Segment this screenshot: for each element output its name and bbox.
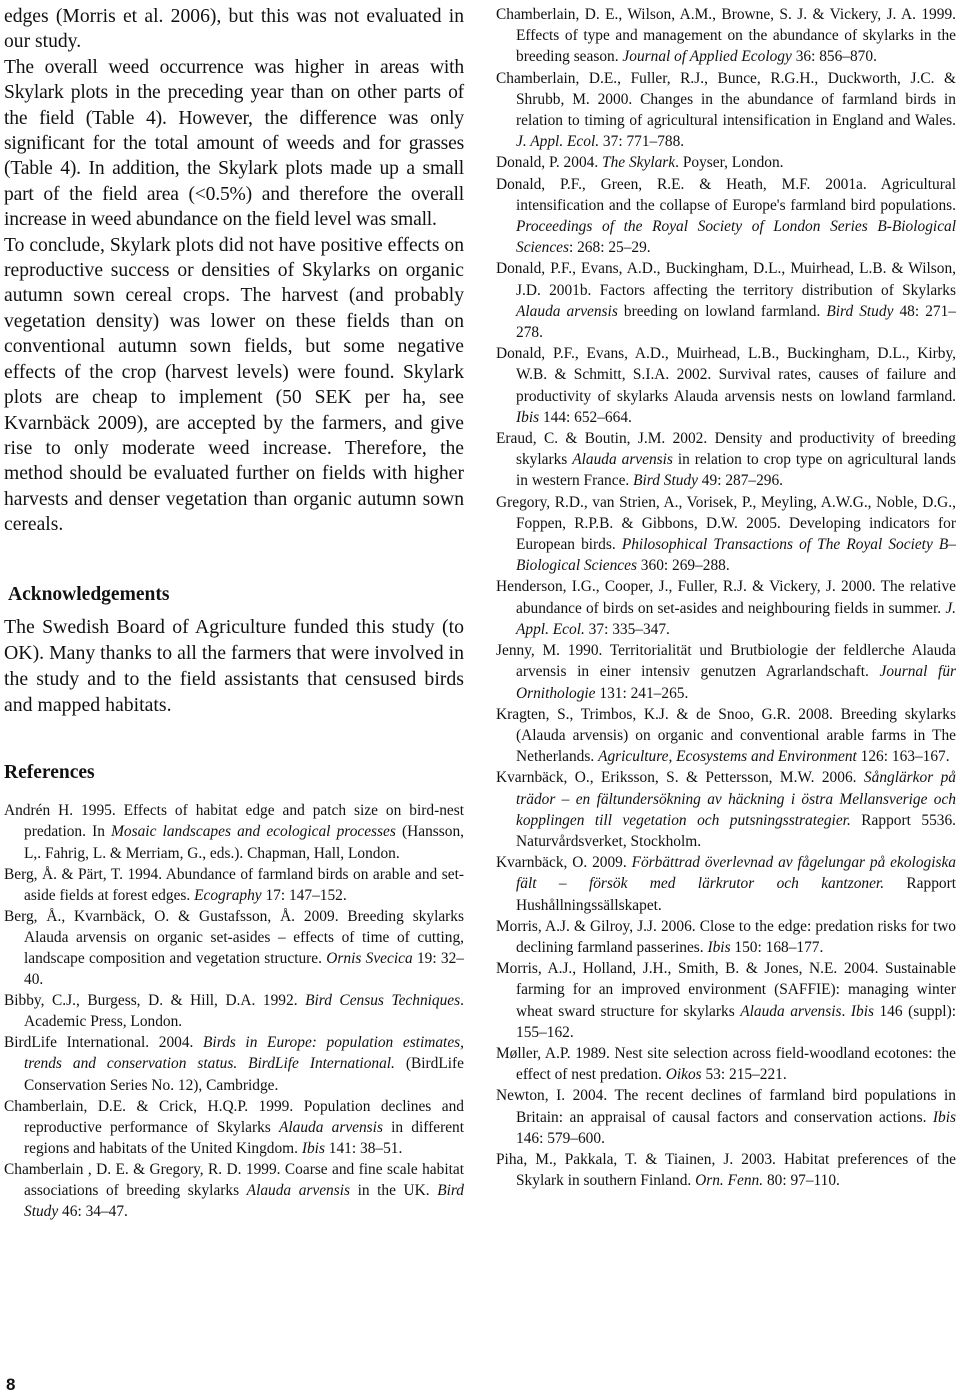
reference-italic-text: Birds in Europe: population estimates, trends and conservation status. BirdLife International. <box>24 1034 464 1073</box>
reference-italic-text: Bird Census Techniques <box>305 992 461 1010</box>
reference-italic-text: Ornis Svecica <box>326 950 413 967</box>
reference-italic-text: Bird Study <box>24 1182 464 1221</box>
reference-item <box>496 68 956 153</box>
body-paragraph-weeds: The overall weed occurrence was higher in areas with Skylark plots in the preceding year than on other parts of the field (Table 4). However, the difference was only significant for the total amount of weeds and for grasses (Table 4). In addition, the Skylark plots made up a small part of the field area (<0.5%) and therefore the overall increase in weed abundance on the field level was small. <box>4 56 464 231</box>
reference-text: . Poyser, London. <box>675 154 784 172</box>
reference-text: Andrén H. 1995. Effects of habitat edge and patch size on bird-nest predation. In <box>4 802 464 841</box>
reference-text: 53: 215–221. <box>701 1066 787 1084</box>
reference-text: Kvarnbäck, O., Eriksson, S. & Pettersson, M.W. 2006. <box>496 769 864 787</box>
reference-text: Morris, A.J. & Gilroy, J.J. 2006. Close to the edge: predation risks for two declining farmland passerines. <box>496 917 956 956</box>
reference-italic-text: Ecography <box>194 886 262 904</box>
reference-text: Chamberlain, D.E. & Crick, H.Q.P. 1999. Population declines and reproductive performance of Skylarks <box>4 1097 464 1136</box>
reference-item <box>4 1096 464 1159</box>
reference-text: in the UK. <box>350 1182 438 1200</box>
reference-italic-text: Ibis <box>707 938 731 956</box>
reference-text: 126: 163–167. <box>856 748 950 766</box>
reference-text: 36: 856–870. <box>791 48 877 66</box>
reference-text: Kragten, S., Trimbos, K.J. & de Snoo, G.R. 2008. Breeding skylarks (Alauda arvensis) on organic and conventional arable farms in The Netherlands. <box>496 705 956 766</box>
acknowledgements-heading: Acknowledgements <box>8 583 170 605</box>
reference-text: 141: 38–51. <box>324 1139 403 1157</box>
reference-text: Donald, P. 2004. <box>496 154 603 172</box>
reference-text: Kvarnbäck, O. 2009. <box>496 854 632 872</box>
reference-list-right <box>496 4 956 1191</box>
reference-text: Chamberlain, D. E., Wilson, A.M., Browne, S. J. & Vickery, J. A. 1999. Effects of type and management on the abundance of skylarks in the breeding season. <box>496 6 956 66</box>
reference-item <box>496 576 956 640</box>
reference-italic-text: Förbättrad överlevnad av fågelungar på ekologiska fält – försök med lärkrutor och kantzoner. <box>516 854 957 893</box>
reference-item <box>496 958 956 1043</box>
reference-italic-text: Ibis <box>301 1139 325 1157</box>
reference-item <box>4 864 464 906</box>
intro-paragraph: edges (Morris et al. 2006), but this was not evaluated in our study. <box>4 6 464 53</box>
reference-text: 17: 147–152. <box>261 886 347 904</box>
reference-italic-text: Alauda arvensis <box>278 1118 383 1136</box>
reference-item <box>496 767 956 852</box>
reference-item <box>496 258 956 343</box>
reference-item <box>496 4 956 68</box>
body-paragraph-conclusion: To conclude, Skylark plots did not have positive effects on reproductive success or densities of Skylarks on organic autumn sown cereal crops. The harvest (and probably vegetation density) was lower on these fields than on conventional autumn sown fields, but some negative effects of the crop (harvest levels) were found. Skylark plots are cheap to implement (50 SEK per ha, see Kvarnbäck 2009), are accepted by the farmers, and give rise to only moderate weed increase. Therefore, the method should be evaluated further on fields with higher harvests and denser vegetation than organic autumn sown cereals. <box>4 234 464 536</box>
reference-item <box>496 1149 956 1191</box>
reference-text: Eraud, C. & Boutin, J.M. 2002. Density and productivity of breeding skylarks <box>496 430 956 469</box>
reference-text: Bibby, C.J., Burgess, D. & Hill, D.A. 1992. <box>4 992 306 1010</box>
reference-item <box>496 152 956 173</box>
page-number: 8 <box>6 1375 16 1394</box>
reference-text: Piha, M., Pakkala, T. & Tiainen, J. 2003. Habitat preferences of the Skylark in southern Finland. <box>496 1150 956 1190</box>
reference-text: 46: 34–47. <box>58 1203 128 1221</box>
reference-text: 37: 335–347. <box>584 620 670 638</box>
reference-italic-text: Alauda arvensis <box>246 1182 351 1200</box>
reference-italic-text: Bird Study <box>826 302 894 320</box>
reference-item <box>496 492 956 577</box>
reference-text: Rapport Hushållningssällskapet. <box>516 875 956 914</box>
reference-italic-text: The Skylark <box>602 154 676 172</box>
reference-text: 146: 579–600. <box>516 1129 605 1147</box>
reference-text: Chamberlain , D. E. & Gregory, R. D. 1999. Coarse and fine scale habitat associations of breeding skylarks <box>4 1160 464 1200</box>
reference-text: Chamberlain, D.E., Fuller, R.J., Bunce, R.G.H., Duckworth, J.C. & Shrubb, M. 2000. Changes in the abundance of farmland birds in relation to timing of agricultural intensification in England and Wales. <box>496 69 956 130</box>
reference-italic-text: Philosophical Transactions of The Royal Society B–Biological Sciences <box>516 536 956 575</box>
reference-item <box>496 428 956 492</box>
reference-italic-text: Journal of Applied Ecology <box>622 48 792 66</box>
reference-text: Donald, P.F., Green, R.E. & Heath, M.F. 2001a. Agricultural intensification and the collapse of Europe's farmland bird populations. <box>496 175 956 214</box>
reference-text: Henderson, I.G., Cooper, J., Fuller, R.J. & Vickery, J. 2000. The relative abundance of birds on set-asides and neighbouring fields in summer. <box>496 578 956 617</box>
reference-italic-text: Sånglärkor på trädor – en fältundersökning av häckning i östra Mellansverige och kopplingen till vegetation och putsningsstrategier. <box>516 769 956 829</box>
reference-italic-text: Alauda arvensis <box>572 451 673 469</box>
reference-text: BirdLife International. 2004. <box>4 1034 204 1052</box>
reference-text: Rapport 5536. Naturvårdsverket, Stockholm. <box>516 811 956 850</box>
reference-italic-text: Proceedings of the Royal Society of London Series B-Biological Sciences <box>516 218 956 257</box>
reference-text: breeding on lowland farmland. <box>617 302 827 320</box>
reference-text: 360: 269–288. <box>636 557 730 575</box>
reference-item <box>4 1032 464 1095</box>
reference-italic-text: Alauda arvensis <box>516 302 618 320</box>
reference-text: 19: 32–40. <box>24 950 465 989</box>
reference-item <box>496 343 956 428</box>
reference-text: 131: 241–265. <box>595 684 689 702</box>
right-column <box>496 4 956 1191</box>
reference-list-left <box>4 800 464 1222</box>
reference-item <box>4 800 464 863</box>
reference-text: Møller, A.P. 1989. Nest site selection across field-woodland ecotones: the effect of nest predation. <box>496 1044 956 1084</box>
reference-text: 144: 652–664. <box>539 408 632 426</box>
reference-text: Gregory, R.D., van Strien, A., Vorisek, P., Meyling, A.W.G., Noble, D.G., Foppen, R.P.B. & Gibbons, D.W. 2005. Developing indicators for European birds. <box>496 493 956 554</box>
reference-italic-text: Alauda arvensis <box>740 1002 842 1020</box>
reference-italic-text: Oikos <box>665 1066 702 1084</box>
reference-text: Jenny, M. 1990. Territorialität und Brutbiologie der feldlerche Alauda arvensis in einer intensiv genutzen Agrarlandschaft. <box>496 642 956 681</box>
reference-text: : 268: 25–29. <box>568 239 651 257</box>
acknowledgements-text: The Swedish Board of Agriculture funded this study (to OK). Many thanks to all the farmers that were involved in the study and to the field assistants that censused birds and mapped habitats. <box>4 615 464 717</box>
reference-item <box>496 852 956 916</box>
reference-text: (BirdLife Conservation Series No. 12), Cambridge. <box>24 1055 464 1094</box>
reference-italic-text: Ibis <box>932 1108 956 1126</box>
reference-item <box>4 1159 464 1222</box>
reference-item <box>496 1085 956 1149</box>
reference-text: 146 (suppl): 155–162. <box>516 1002 956 1041</box>
reference-text: in different regions and habitats of the United Kingdom. <box>24 1118 464 1157</box>
reference-text: Morris, A.J., Holland, J.H., Smith, B. & Jones, N.E. 2004. Sustainable farming for an improved environment (SAFFIE): managing winter wheat sward structure for skylarks <box>496 960 956 1020</box>
reference-text: Berg, Å., Kvarnbäck, O. & Gustafsson, Å. 2009. Breeding skylarks Alauda arvensis on organic set-asides – effects of time of cutting, landscape composition and vegetation structure. <box>4 907 464 967</box>
reference-text: Donald, P.F., Evans, A.D., Buckingham, D.L., Muirhead, L.B. & Wilson, J.D. 2001b. Factors affecting the territory distribution of Skylarks <box>496 260 956 299</box>
reference-item <box>496 1043 956 1085</box>
reference-text: 37: 771–788. <box>599 133 685 151</box>
reference-item <box>496 640 956 704</box>
reference-text: . <box>841 1002 851 1020</box>
references-heading: References <box>4 762 95 784</box>
reference-item <box>4 990 464 1032</box>
reference-italic-text: Ibis <box>850 1002 874 1020</box>
reference-text: 150: 168–177. <box>730 938 824 956</box>
reference-italic-text: Orn. Fenn. <box>695 1172 764 1190</box>
reference-item <box>496 174 956 259</box>
reference-text: in relation to crop type on agricultural lands in western France. <box>516 451 956 490</box>
reference-text: . Academic Press, London. <box>24 992 464 1031</box>
reference-italic-text: Bird Study <box>633 472 698 490</box>
reference-italic-text: Agriculture, Ecosystems and Environment <box>598 748 857 766</box>
reference-item <box>496 916 956 958</box>
reference-item <box>4 906 464 990</box>
reference-text: Donald, P.F., Evans, A.D., Muirhead, L.B., Buckingham, D.L., Kirby, W.B. & Schmitt, S.I.A. 2002. Survival rates, causes of failure and productivity of skylarks Alauda arvensis nests on lowland farmland. <box>496 345 956 405</box>
reference-italic-text: J. Appl. Ecol. <box>516 133 600 151</box>
reference-italic-text: J. Appl. Ecol. <box>516 599 956 638</box>
reference-item <box>496 704 956 768</box>
reference-text: (Hansson, L,. Fahrig, L. & Merriam, G., eds.). Chapman, Hall, London. <box>24 823 464 862</box>
reference-italic-text: Journal für Ornithologie <box>516 663 957 702</box>
reference-text: 80: 97–110. <box>763 1172 840 1190</box>
reference-text: 49: 287–296. <box>697 472 784 490</box>
reference-italic-text: Mosaic landscapes and ecological processes <box>111 823 396 841</box>
reference-text: Newton, I. 2004. The recent declines of farmland bird populations in Britain: an appraisal of causal factors and conservation actions. <box>496 1087 956 1126</box>
reference-italic-text: Ibis <box>516 408 540 426</box>
reference-text: Berg, Å. & Pärt, T. 1994. Abundance of farmland birds on arable and set-aside fields at forest edges. <box>4 865 464 904</box>
reference-text: 48: 271–278. <box>516 302 956 342</box>
left-column <box>4 4 464 1222</box>
